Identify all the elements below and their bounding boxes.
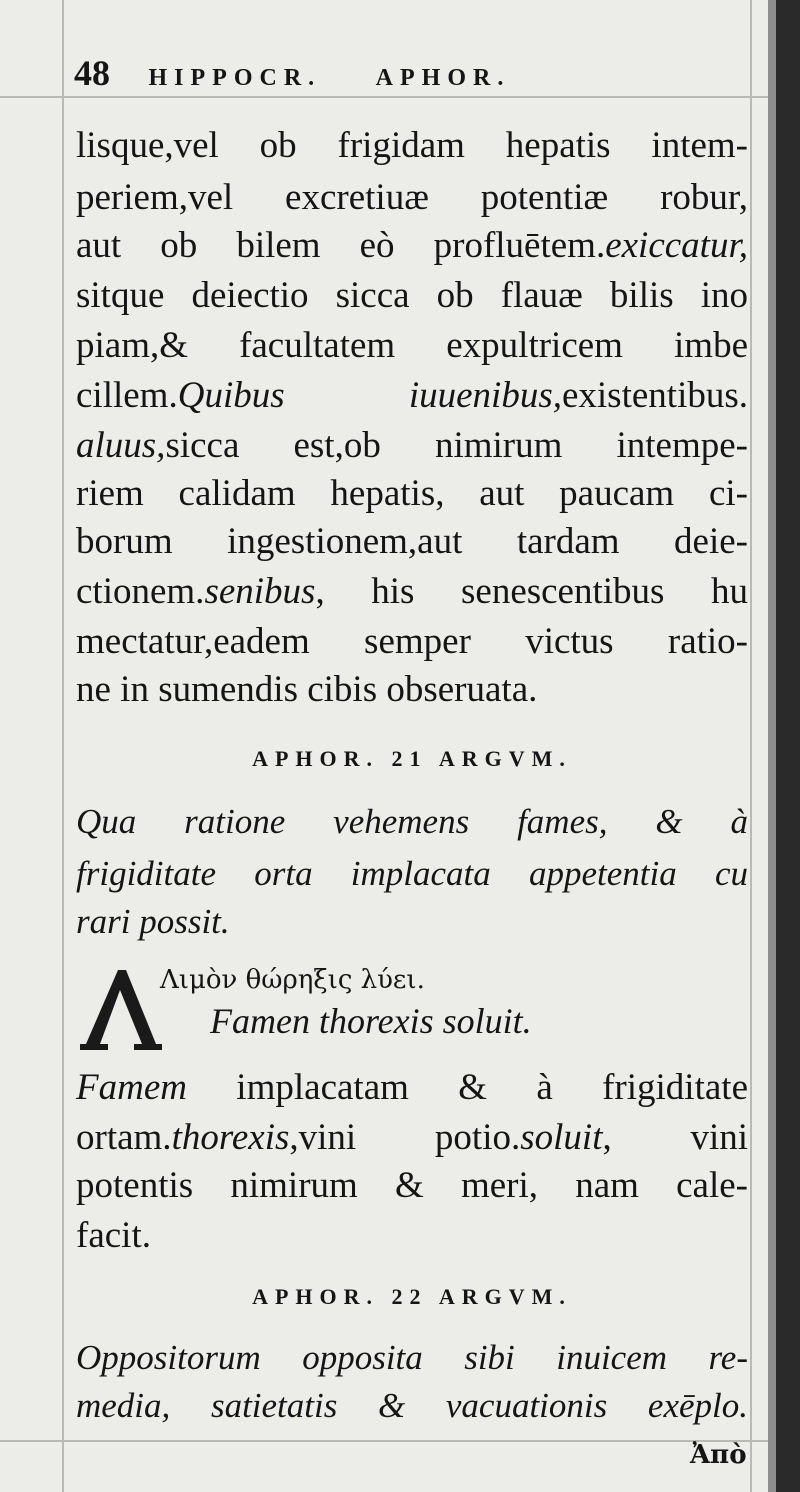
catchword: Ἀπὸ: [690, 1440, 747, 1470]
argument-line: Qua ratione vehemens fames, & à: [76, 802, 748, 841]
argument-line: rari possit.: [76, 902, 230, 941]
latin-aphorism: Famen thorexis soluit.: [210, 1001, 532, 1041]
text-line: aluus,sicca est,ob nimirum intempe-: [76, 425, 748, 466]
head-rule: [0, 96, 768, 98]
text-line: potentis nimirum & meri, nam cale-: [76, 1165, 748, 1206]
text-line: sitque deiectio sicca ob flauæ bilis ino: [76, 275, 748, 316]
right-margin-rule: [750, 0, 752, 1492]
running-section: APHOR.: [375, 65, 511, 91]
argument-line: media, satietatis & vacuationis exēplo.: [76, 1386, 748, 1425]
greek-aphorism: Λιμὸν θώρηξις λύει.: [160, 965, 425, 995]
text-line: ortam.thorexis,vini potio.soluit, vini: [76, 1117, 748, 1158]
text-line: periem,vel excretiuæ potentiæ robur,: [76, 177, 748, 218]
running-head: [74, 52, 674, 96]
text-line: mectatur,eadem semper victus ratio-: [76, 621, 748, 662]
page-number: 48: [74, 53, 110, 93]
text-line: cillem.Quibus iuuenibus,existentibus.: [76, 375, 748, 416]
running-title: HIPPOCR.: [148, 65, 322, 91]
text-line: borum ingestionem,aut tardam deie-: [76, 521, 748, 562]
text-line: ne in sumendis cibis obseruata.: [76, 669, 538, 710]
aphorism-heading-21: APHOR. 21 ARGVM.: [252, 746, 572, 771]
argument-line: frigiditate orta implacata appetentia cu: [76, 854, 748, 893]
text-line: piam,& facultatem expultricem imbe: [76, 325, 748, 366]
left-margin-rule: [62, 0, 64, 1492]
text-line: riem calidam hepatis, aut paucam ci-: [76, 473, 748, 514]
foot-rule: [0, 1440, 768, 1442]
argument-line: Oppositorum opposita sibi inuicem re-: [76, 1338, 748, 1377]
aphorism-heading-22: APHOR. 22 ARGVM.: [252, 1284, 572, 1309]
text-line: facit.: [76, 1215, 151, 1256]
drop-cap-lambda-icon: [80, 966, 162, 1052]
text-line: aut ob bilem eò profluētem.exiccatur,: [76, 225, 748, 266]
text-line: ctionem.senibus, his senescentibus hu: [76, 571, 748, 612]
page-edge-shadow: [768, 0, 800, 1492]
text-line: lisque,vel ob frigidam hepatis intem-: [76, 125, 748, 166]
text-line: Famem implacatam & à frigiditate: [76, 1067, 748, 1108]
